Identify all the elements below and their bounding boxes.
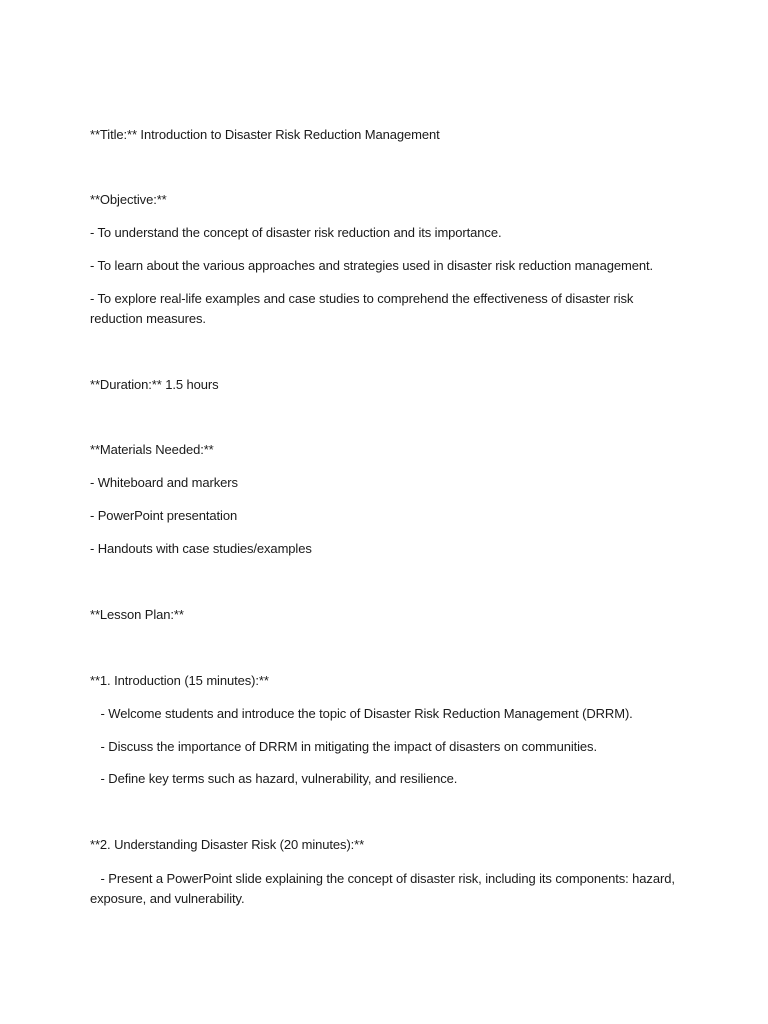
objective-item: - To learn about the various approaches and strategies used in disaster risk reduction management. [90,258,654,273]
section-1-item: - Discuss the importance of DRRM in mitigating the impact of disasters on communities. [90,739,597,754]
section-1-item: - Welcome students and introduce the topic of Disaster Risk Reduction Management (DRRM). [90,706,633,721]
objective-item: - To explore real-life examples and case studies to comprehend the effectiveness of disaster risk reduction measures. [90,291,634,326]
section-1-item: - Define key terms such as hazard, vulnerability, and resilience. [90,771,458,786]
section-2-item: - Present a PowerPoint slide explaining the concept of disaster risk, including its components: hazard, exposure, and vulnerability. [90,871,679,906]
objective-heading: **Objective:** [90,192,167,207]
materials-item: - Whiteboard and markers [90,475,238,490]
objective-item: - To understand the concept of disaster risk reduction and its importance. [90,225,502,240]
duration-line: **Duration:** 1.5 hours [90,377,219,392]
materials-heading: **Materials Needed:** [90,442,214,457]
section-1-heading: **1. Introduction (15 minutes):** [90,673,269,688]
materials-item: - PowerPoint presentation [90,508,238,523]
title-line: **Title:** Introduction to Disaster Risk Reduction Management [90,127,440,142]
materials-item: - Handouts with case studies/examples [90,541,312,556]
lesson-plan-heading: **Lesson Plan:** [90,607,184,622]
section-2-heading: **2. Understanding Disaster Risk (20 minutes):** [90,837,365,852]
